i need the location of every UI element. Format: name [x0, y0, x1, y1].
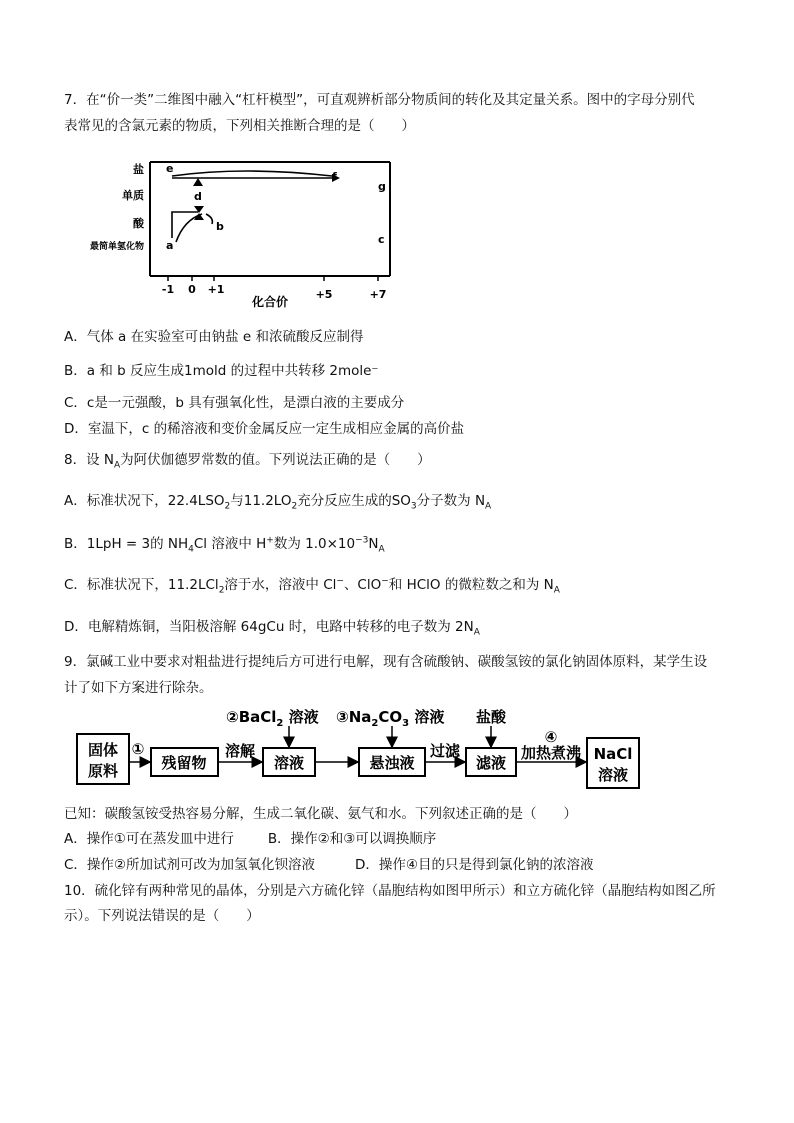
y-label-salt: 盐 — [133, 163, 144, 176]
x-tick-0: 0 — [188, 283, 196, 296]
step-1-label: ① — [131, 740, 145, 758]
step-dissolve-label: 溶解 — [224, 742, 256, 760]
q7-stem-line2: 表常见的含氯元素的物质，下列相关推断合理的是（ ） — [64, 118, 415, 134]
box-solution-label: 溶液 — [273, 754, 305, 772]
reagent-na2co3-label: $③Na_2CO_3$ 溶液 — [336, 708, 445, 729]
q9-stem-line2: 计了如下方案进行除杂。 — [64, 680, 213, 696]
x-axis-title: 化合价 — [251, 295, 289, 309]
y-label-hydride: 最简单氢化物 — [89, 242, 144, 252]
box-raw-material-label2: 原料 — [87, 762, 119, 780]
x-tick-plus1: +1 — [207, 283, 225, 296]
box-suspension-label: 悬浊液 — [369, 754, 415, 772]
q8-stem: 8．设 $N_A$为阿伏伽德罗常数的值。下列说法正确的是（ ） — [64, 452, 431, 471]
reagent-hcl-label: 盐酸 — [475, 708, 507, 726]
q7-option-d: D．室温下，c 的稀溶液和变价金属反应一定生成相应金属的高价盐 — [64, 421, 465, 437]
point-b: b — [216, 220, 224, 233]
y-label-acid: 酸 — [133, 217, 144, 230]
box-residue-label: 残留物 — [161, 754, 207, 772]
point-a: a — [166, 239, 174, 252]
q9-option-d: D．操作④目的只是得到氯化钠的浓溶液 — [355, 857, 594, 873]
q9-option-a: A．操作①可在蒸发皿中进行 — [64, 831, 234, 847]
q7-option-a: A．气体 a 在实验室可由钠盐 e 和浓硫酸反应制得 — [64, 329, 364, 345]
q10-stem-line2: 示）。下列说法错误的是（ ） — [64, 908, 260, 924]
q9-options-ab — [64, 829, 436, 849]
q9-stem-line1: 9．氯碱工业中要求对粗盐进行提纯后方可进行电解，现有含硫酸钠、碳酸氢铵的氯化钠固体原料，某学生设 — [64, 654, 708, 670]
q8-option-b: B．1LpH = 3的 $NH_4Cl$ 溶液中 H+数为 $1.0\times 10^{-3}N_A$ — [64, 535, 385, 555]
q9-option-b: B．操作②和③可以调换顺序 — [267, 831, 437, 847]
q7-option-b: B．a 和 b 反应生成1mold 的过程中共转移 2mole⁻ — [64, 363, 379, 379]
box-nacl-label2: 溶液 — [597, 766, 629, 784]
box-raw-material-label1: 固体 — [87, 741, 119, 759]
reagent-bacl2-label: ②BaCl$_2$ 溶液 — [226, 708, 319, 729]
q10-stem-line1: 10．硫化锌有两种常见的晶体，分别是六方硫化锌（晶胞结构如图甲所示）和立方硫化锌（晶胞结构如图乙所 — [64, 883, 716, 899]
point-g: g — [378, 180, 386, 193]
box-nacl-label1: NaCl — [593, 745, 633, 763]
q9-options-cd — [64, 855, 594, 875]
q9-option-c: C．操作②所加试剂可改为加氢氧化钡溶液 — [64, 857, 316, 873]
q8-option-a: A．标准状况下，$22.4LSO_2$与$11.2LO_2$充分反应生成的$SO_3$分子数为 $N_A$ — [64, 493, 492, 512]
valence-class-diagram — [64, 150, 404, 310]
x-tick-plus5: +5 — [315, 288, 333, 301]
q8-option-c: C．标准状况下，11.2LCl$_2$溶于水，溶液中 Cl−、ClO−和 HClO 的微粒数之和为 $N_A$ — [64, 576, 560, 596]
point-f: f — [332, 170, 337, 183]
point-c: c — [378, 233, 385, 246]
x-tick-plus7: +7 — [369, 288, 387, 301]
q9-known: 已知：碳酸氢铵受热容易分解，生成二氧化碳、氨气和水。下列叙述正确的是（ ） — [64, 806, 577, 822]
point-e: e — [166, 162, 174, 175]
step-4-label: ④ — [544, 728, 558, 746]
x-tick-minus1: -1 — [161, 283, 175, 296]
q7-stem-line1: 7．在“价一类”二维图中融入“杠杆模型”，可直观辨析部分物质间的转化及其定量关系。图中的字母分别代 — [64, 92, 695, 108]
purification-flowchart — [70, 702, 650, 798]
box-filtrate-label: 滤液 — [475, 754, 507, 772]
y-label-element: 单质 — [122, 189, 144, 202]
step-boil-label: 加热煮沸 — [520, 744, 582, 762]
step-filter-label: 过滤 — [429, 742, 461, 760]
q7-option-c: C．c是一元强酸，b 具有强氧化性，是漂白液的主要成分 — [64, 395, 405, 411]
point-d: d — [194, 190, 202, 203]
q8-option-d: D．电解精炼铜，当阳极溶解 64gCu 时，电路中转移的电子数为 $2N_A$ — [64, 619, 480, 638]
